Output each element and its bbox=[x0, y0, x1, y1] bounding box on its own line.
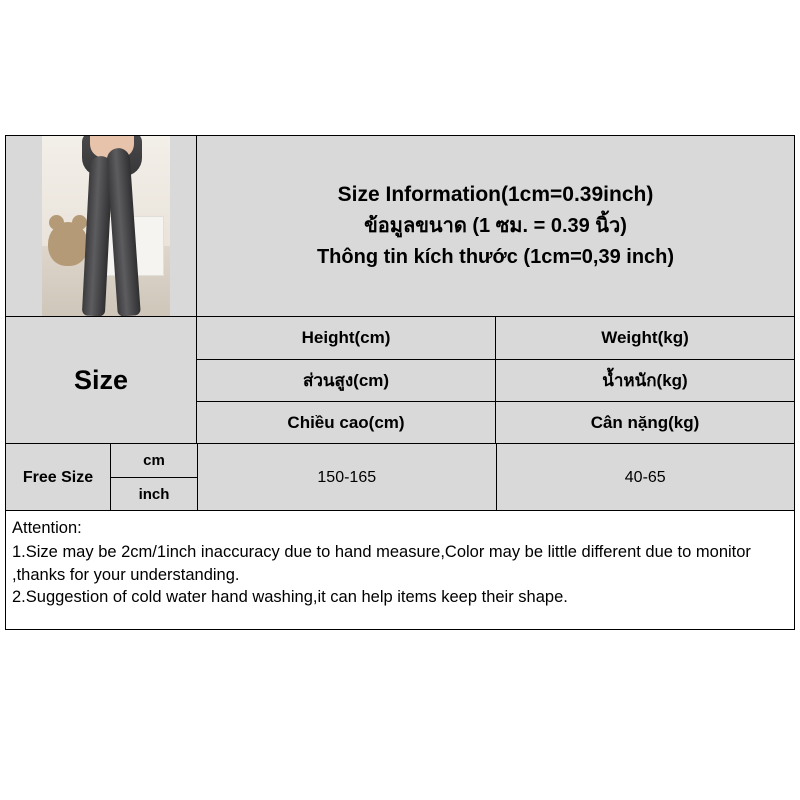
photo-teddy-prop bbox=[48, 222, 88, 266]
weight-header-vi: Cân nặng(kg) bbox=[496, 401, 794, 444]
title-vietnamese: Thông tin kích thước (1cm=0,39 inch) bbox=[316, 246, 675, 269]
column-headers-band bbox=[6, 316, 794, 444]
product-photo-image bbox=[42, 136, 170, 316]
row-label-free-size: Free Size bbox=[6, 444, 110, 511]
height-header-th: ส่วนสูง(cm) bbox=[197, 359, 495, 402]
height-header-en: Height(cm) bbox=[301, 327, 391, 347]
attention-line-2: 2.Suggestion of cold water hand washing,it can help items keep their shape. bbox=[12, 587, 568, 606]
attention-title: Attention: bbox=[12, 519, 82, 537]
weight-header-en: Weight(kg) bbox=[601, 327, 689, 347]
title-block bbox=[196, 136, 794, 316]
column-header-weight bbox=[495, 317, 794, 444]
title-english: Size Information(1cm=0.39inch) bbox=[337, 182, 654, 206]
value-weight: 40-65 bbox=[496, 444, 795, 511]
title-thai: ข้อมูลขนาด (1 ซม. = 0.39 นิ้ว) bbox=[364, 215, 627, 238]
table-row bbox=[6, 443, 794, 511]
unit-cm: cm bbox=[143, 452, 165, 469]
height-header-vi: Chiều cao(cm) bbox=[197, 401, 495, 444]
product-photo bbox=[6, 136, 196, 316]
size-chart-card bbox=[5, 135, 795, 630]
size-label: Size bbox=[6, 317, 196, 444]
column-header-height bbox=[197, 317, 495, 444]
column-header-groups bbox=[196, 317, 794, 444]
value-height: 150-165 bbox=[197, 444, 496, 511]
attention-line-1: 1.Size may be 2cm/1inch inaccuracy due to hand measure,Color may be little different due to monitor ,thanks for your understanding. bbox=[12, 543, 751, 584]
weight-header-th: น้ำหนัก(kg) bbox=[496, 359, 794, 402]
header-band bbox=[6, 136, 794, 316]
attention-block bbox=[6, 510, 794, 629]
unit-inch: inch bbox=[111, 477, 197, 511]
unit-column bbox=[110, 444, 197, 511]
